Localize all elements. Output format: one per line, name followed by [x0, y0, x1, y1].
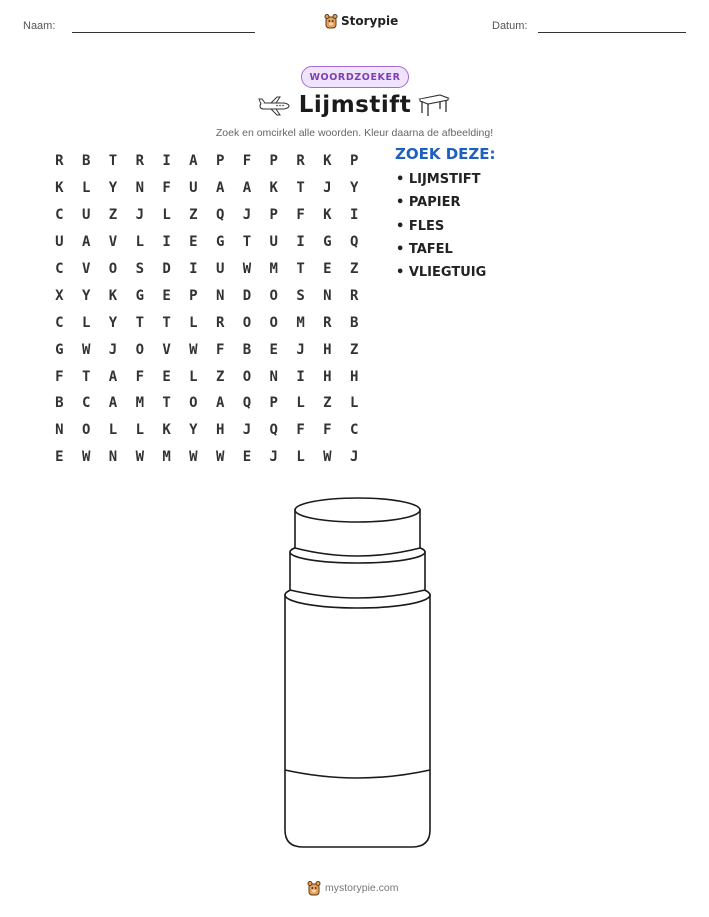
grid-letter[interactable]: W [135, 449, 144, 466]
grid-letter[interactable]: W [189, 449, 198, 466]
grid-letter[interactable]: A [242, 180, 252, 197]
grid-letter[interactable]: L [135, 234, 144, 251]
grid-letter[interactable]: L [349, 395, 359, 412]
grid-letter[interactable]: J [269, 449, 278, 466]
grid-letter[interactable]: Z [323, 395, 332, 412]
grid-letter[interactable]: N [108, 449, 118, 466]
grid-letter[interactable]: I [296, 234, 305, 251]
grid-letter[interactable]: J [242, 422, 252, 439]
grid-letter[interactable]: S [296, 287, 305, 304]
word-list [396, 172, 486, 288]
grid-row [46, 336, 368, 363]
date-line[interactable] [538, 32, 686, 33]
grid-letter[interactable]: L [135, 422, 144, 439]
grid-letter[interactable]: A [189, 153, 198, 170]
grid-letter[interactable]: O [242, 314, 252, 331]
grid-row [46, 390, 368, 417]
grid-letter[interactable]: C [81, 395, 91, 412]
word-item: • LIJMSTIFT [396, 172, 481, 187]
grid-letter[interactable]: W [81, 341, 91, 358]
grid-letter[interactable]: J [349, 449, 359, 466]
grid-row [46, 229, 368, 256]
grid-letter[interactable]: J [323, 180, 332, 197]
grid-letter[interactable]: W [323, 449, 332, 466]
grid-letter[interactable]: Y [108, 314, 118, 331]
grid-row [46, 363, 368, 390]
grid-letter[interactable]: A [215, 180, 225, 197]
grid-letter[interactable]: M [296, 314, 305, 331]
grid-letter[interactable]: Q [269, 422, 278, 439]
grid-letter[interactable]: M [269, 261, 278, 277]
grid-letter[interactable]: W [242, 261, 252, 277]
grid-letter[interactable]: J [135, 207, 144, 224]
grid-letter[interactable]: E [269, 341, 278, 358]
grid-letter[interactable]: H [215, 422, 225, 439]
grid-letter[interactable]: O [269, 287, 278, 304]
grid-letter[interactable]: K [323, 207, 332, 224]
grid-letter[interactable]: E [162, 368, 171, 385]
grid-letter[interactable]: S [135, 261, 144, 277]
grid-letter[interactable]: X [55, 287, 64, 304]
grid-letter[interactable]: Z [349, 261, 359, 277]
grid-letter[interactable]: V [108, 234, 118, 251]
grid-letter[interactable]: R [55, 153, 64, 170]
grid-letter[interactable]: W [189, 341, 198, 358]
grid-letter[interactable]: D [162, 261, 171, 277]
grid-letter[interactable]: O [269, 314, 278, 331]
grid-letter[interactable]: U [269, 234, 278, 251]
grid-letter[interactable]: N [269, 368, 278, 385]
grid-letter[interactable]: H [349, 368, 359, 385]
grid-letter[interactable]: E [55, 449, 64, 466]
word-item: • TAFEL [396, 241, 453, 257]
brand-name: Storypie [341, 14, 399, 28]
grid-letter[interactable]: F [242, 153, 252, 170]
grid-letter[interactable]: F [296, 422, 305, 439]
grid-letter[interactable]: M [162, 449, 171, 466]
word-item: • VLIEGTUIG [396, 265, 487, 281]
grid-letter[interactable]: O [135, 341, 144, 358]
grid-letter[interactable]: Z [108, 207, 118, 224]
grid-letter[interactable]: R [215, 314, 225, 331]
footer-site[interactable]: mystorypie.com [325, 882, 399, 894]
grid-letter[interactable]: K [162, 422, 171, 439]
grid-letter[interactable]: I [162, 234, 171, 251]
grid-letter[interactable]: Q [349, 234, 359, 251]
grid-letter[interactable]: Y [189, 422, 198, 439]
grid-letter[interactable]: B [242, 341, 252, 358]
grid-letter[interactable]: C [55, 314, 64, 331]
grid-letter[interactable]: L [108, 422, 118, 439]
grid-letter[interactable]: U [81, 207, 91, 224]
grid-letter[interactable]: K [108, 287, 118, 304]
grid-letter[interactable]: U [189, 180, 198, 197]
grid-letter[interactable]: U [55, 234, 64, 251]
grid-letter[interactable]: Q [215, 207, 225, 224]
grid-letter[interactable]: P [269, 153, 278, 170]
word-item: • PAPIER [396, 195, 461, 211]
grid-letter[interactable]: R [349, 287, 359, 304]
grid-letter[interactable]: F [215, 341, 225, 358]
grid-letter[interactable]: L [189, 314, 198, 331]
grid-letter[interactable]: F [323, 422, 332, 439]
grid-letter[interactable]: R [296, 153, 305, 170]
word-item: • FLES [396, 218, 445, 234]
grid-letter[interactable]: Y [349, 180, 359, 197]
grid-letter[interactable]: G [215, 234, 225, 251]
grid-letter[interactable]: C [349, 422, 359, 439]
page-title: Lijmstift [298, 92, 412, 118]
grid-letter[interactable]: K [323, 153, 332, 170]
grid-letter[interactable]: N [215, 287, 225, 304]
grid-letter[interactable]: D [242, 287, 252, 304]
grid-letter[interactable]: P [215, 153, 225, 170]
grid-letter[interactable]: Z [349, 341, 359, 358]
activity-badge: WOORDZOEKER [301, 66, 409, 88]
grid-letter[interactable]: N [135, 180, 144, 197]
grid-letter[interactable]: F [296, 207, 305, 224]
grid-letter[interactable]: I [189, 261, 198, 277]
grid-letter[interactable]: V [162, 341, 171, 358]
grid-letter[interactable]: T [162, 395, 171, 412]
grid-letter[interactable]: I [296, 368, 305, 385]
letter-grid [46, 148, 368, 471]
grid-row [46, 417, 368, 444]
grid-row [46, 175, 368, 202]
grid-letter[interactable]: U [215, 261, 225, 277]
grid-letter[interactable]: C [55, 207, 64, 224]
grid-letter[interactable]: M [135, 395, 144, 412]
grid-letter[interactable]: A [215, 395, 225, 412]
glue-stick-image[interactable] [275, 490, 440, 855]
grid-letter[interactable]: O [189, 395, 198, 412]
brand-logo [324, 13, 398, 29]
grid-letter[interactable]: E [323, 261, 332, 277]
grid-letter[interactable]: G [323, 234, 332, 251]
grid-letter[interactable]: T [135, 314, 144, 331]
grid-letter[interactable]: L [162, 207, 171, 224]
bear-mascot-icon [307, 880, 321, 896]
grid-letter[interactable]: G [135, 287, 144, 304]
grid-letter[interactable]: Y [81, 287, 91, 304]
grid-row [46, 202, 368, 229]
grid-letter[interactable]: A [108, 395, 118, 412]
grid-letter[interactable]: C [55, 261, 64, 277]
grid-letter[interactable]: T [108, 153, 118, 170]
grid-letter[interactable]: Y [108, 180, 118, 197]
grid-letter[interactable]: F [135, 368, 144, 385]
grid-letter[interactable]: V [81, 261, 91, 277]
grid-letter[interactable]: H [323, 368, 332, 385]
word-list-title: ZOEK DEZE: [395, 145, 496, 163]
grid-letter[interactable]: T [296, 180, 305, 197]
grid-letter[interactable]: T [296, 261, 305, 277]
grid-letter[interactable]: R [323, 314, 332, 331]
grid-letter[interactable]: E [162, 287, 171, 304]
grid-letter[interactable]: O [108, 261, 118, 277]
grid-letter[interactable]: P [189, 287, 198, 304]
grid-letter[interactable]: G [55, 341, 64, 358]
grid-letter[interactable]: L [81, 180, 91, 197]
table-icon [418, 93, 450, 117]
grid-letter[interactable]: Q [242, 395, 252, 412]
grid-letter[interactable]: K [269, 180, 278, 197]
grid-letter[interactable]: P [269, 395, 278, 412]
grid-letter[interactable]: L [189, 368, 198, 385]
grid-row [46, 309, 368, 336]
grid-letter[interactable]: L [296, 395, 305, 412]
bear-mascot-icon [324, 13, 338, 29]
grid-letter[interactable]: R [135, 153, 144, 170]
grid-letter[interactable]: I [162, 153, 171, 170]
grid-letter[interactable]: I [349, 207, 359, 224]
grid-letter[interactable]: T [162, 314, 171, 331]
instructions: Zoek en omcirkel alle woorden. Kleur daarna de afbeelding! [215, 127, 494, 139]
grid-letter[interactable]: N [323, 287, 332, 304]
grid-letter[interactable]: F [55, 368, 64, 385]
grid-letter[interactable]: H [323, 341, 332, 358]
grid-letter[interactable]: Z [215, 368, 225, 385]
grid-letter[interactable]: O [242, 368, 252, 385]
grid-letter[interactable]: B [55, 395, 64, 412]
grid-row [46, 282, 368, 309]
grid-letter[interactable]: E [189, 234, 198, 251]
grid-letter[interactable]: N [55, 422, 64, 439]
footer [307, 880, 399, 896]
date-label: Datum: [492, 20, 528, 32]
grid-letter[interactable]: B [81, 153, 91, 170]
grid-letter[interactable]: B [349, 314, 359, 331]
grid-letter[interactable]: J [296, 341, 305, 358]
grid-letter[interactable]: P [269, 207, 278, 224]
name-label: Naam: [23, 20, 56, 32]
grid-letter[interactable]: W [215, 449, 225, 466]
grid-letter[interactable]: O [81, 422, 91, 439]
grid-letter[interactable]: L [81, 314, 91, 331]
grid-letter[interactable]: L [296, 449, 305, 466]
grid-letter[interactable]: J [108, 341, 118, 358]
grid-letter[interactable]: W [81, 449, 91, 466]
name-line[interactable] [72, 32, 255, 33]
grid-letter[interactable]: P [349, 153, 359, 170]
grid-row [46, 148, 368, 175]
grid-letter[interactable]: A [81, 234, 91, 251]
grid-row [46, 444, 368, 471]
grid-letter[interactable]: E [242, 449, 252, 466]
grid-letter[interactable]: A [108, 368, 118, 385]
airplane-icon [257, 96, 291, 116]
grid-letter[interactable]: J [242, 207, 252, 224]
grid-letter[interactable]: T [81, 368, 91, 385]
grid-letter[interactable]: Z [189, 207, 198, 224]
grid-letter[interactable]: F [162, 180, 171, 197]
grid-letter[interactable]: T [242, 234, 252, 251]
grid-row [46, 256, 368, 283]
grid-letter[interactable]: K [55, 180, 64, 197]
